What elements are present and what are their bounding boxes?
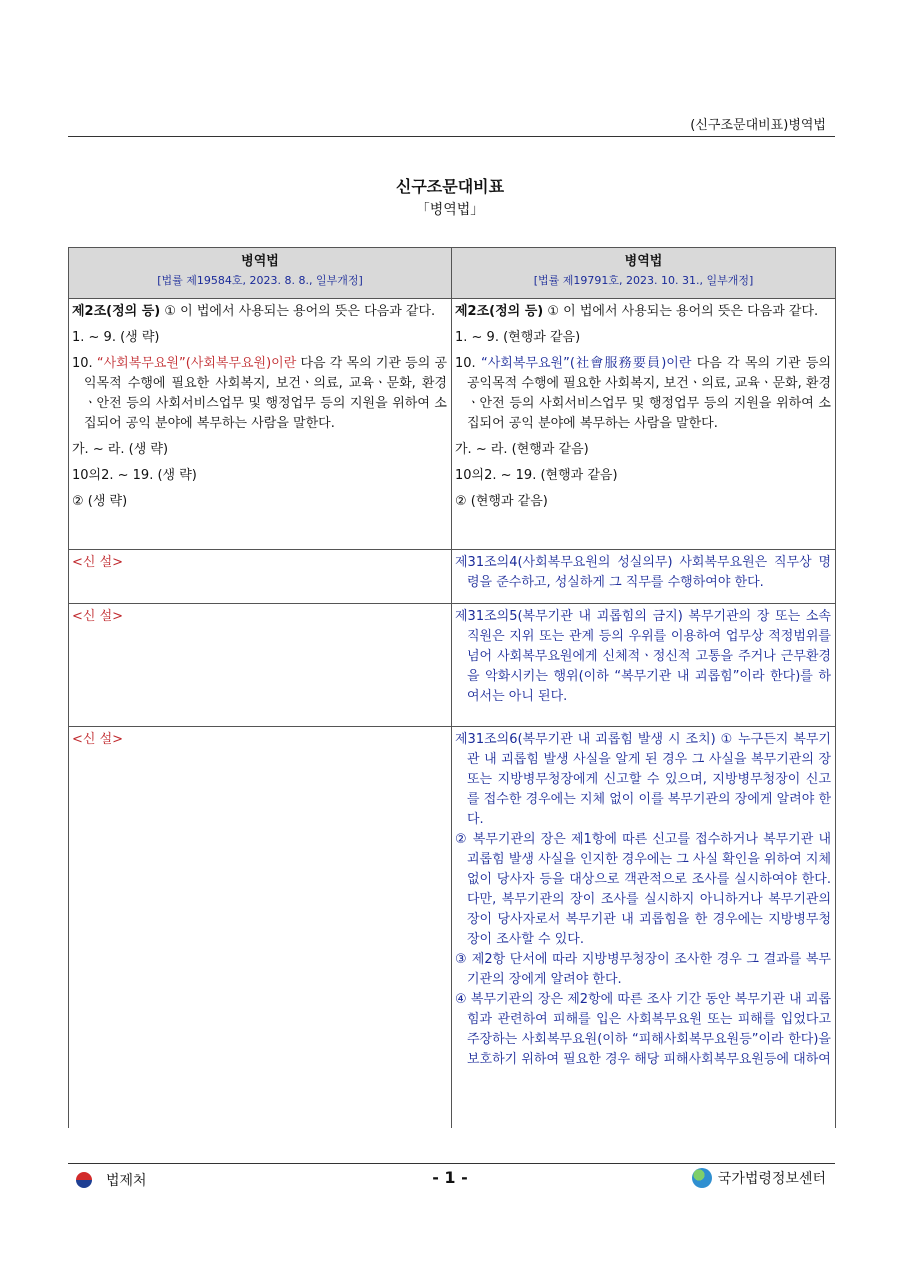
old-law-version: [법률 제19584호, 2023. 8. 8., 일부개정]: [157, 274, 363, 287]
new-article-31-4-cell: [452, 550, 836, 603]
page-number: - 1 -: [432, 1168, 468, 1187]
old-law-header: [69, 248, 452, 299]
new-article-31-6-para-3: ③ 제2항 단서에 따라 지방병무청장이 조사한 경우 그 결과를 복무기관의 장에게 알려야 한다.: [455, 951, 831, 987]
new-article-31-5: 제31조의5(복무기관 내 괴롭힘의 금지) 복무기관의 장 또는 소속 직원은 지위 또는 관계 등의 우위를 이용하여 업무상 적정범위를 넘어 사회복무요원에게 신체적ㆍ정신적 고통을 주거나 근무환경을 악화시키는 행위(이하 “복무기관 내 괴롭힘”이라 한다)를 하여서는 아니 된다.: [455, 608, 831, 704]
new-paragraph-2: ② (현행과 같음): [455, 494, 548, 509]
old-paragraph-2: ② (생 략): [72, 494, 128, 509]
old-law-name: 병역법: [241, 254, 279, 269]
old-new-article-3-cell: [69, 726, 452, 1128]
new-article-2: [455, 302, 831, 322]
footer-rule: [68, 1163, 835, 1164]
new-article-31-6-cell: [452, 726, 836, 1128]
table-row: [69, 299, 836, 550]
old-new-article-2-cell: [69, 603, 452, 726]
old-item-10: [72, 354, 447, 434]
old-article-2: [72, 302, 447, 322]
footer-center-name: 국가법령정보센터: [717, 1171, 826, 1187]
new-item-10-number: 10.: [455, 356, 481, 371]
old-item-10-text: 다음 각 목의 기관 등의 공익목적 수행에 필요한 사회복지, 보건ㆍ의료, 교육ㆍ문화, 환경ㆍ안전 등의 사회서비스업무 및 행정업무 등의 지원을 위하여 소집되어 공익 분야에 복무하는 사람을 말한다.: [84, 356, 448, 431]
new-article-31-5-cell: [452, 603, 836, 726]
comparison-table: [68, 247, 836, 1128]
table-row: [69, 726, 836, 1128]
new-subitems-ga-ra: 가. ~ 라. (현행과 같음): [455, 442, 589, 457]
old-article-2-heading: 제2조(정의 등): [72, 304, 161, 319]
new-article-31-6-para-1: 제31조의6(복무기관 내 괴롭힘 발생 시 조치) ① 누구든지 복무기관 내 괴롭힘 발생 사실을 알게 된 경우 그 사실을 복무기관의 장 또는 지방병무청장에게 신고할 수 있으며, 지방병무청장이 신고를 접수한 경우에는 지체 없이 이를 복무기관의 장에게 알려야 한다.: [455, 731, 831, 827]
newly-inserted-mark: <신 설>: [72, 555, 124, 571]
new-item-10-text: 다음 각 목의 기관 등의 공익목적 수행에 필요한 사회복지, 보건ㆍ의료, 교육ㆍ문화, 환경ㆍ안전 등의 사회서비스업무 및 행정업무 등의 지원을 위하여 소집되어 공익 분야에 복무하는 사람을 말한다.: [467, 356, 832, 431]
old-new-article-1-cell: [69, 550, 452, 603]
new-item-10: [455, 354, 831, 434]
new-article-2-text: ① 이 법에서 사용되는 용어의 뜻은 다음과 같다.: [543, 304, 819, 319]
old-item-10-number: 10.: [72, 356, 97, 371]
new-article-31-6-para-2: ② 복무기관의 장은 제1항에 따른 신고를 접수하거나 복무기관 내 괴롭힘 발생 사실을 인지한 경우에는 그 사실 확인을 위하여 지체 없이 당사자 등을 대상으로 객관적으로 조사를 실시하여야 한다. 다만, 복무기관의 장이 조사를 실시하지 아니하거나 복무기관의 장이 당사자로서 복무기관 내 괴롭힘을 한 경우에는 지방병무청장이 조사할 수 있다.: [455, 831, 831, 947]
table-header-row: [69, 248, 836, 299]
new-article-2-cell: [452, 299, 836, 550]
document-subtitle: 「병역법」: [415, 202, 485, 218]
new-article-31-6-para-4: ④ 복무기관의 장은 제2항에 따른 조사 기간 동안 복무기관 내 괴롭힘과 관련하여 피해를 입은 사회복무요원 또는 피해를 입었다고 주장하는 사회복무요원(이하 “피해사회복무요원등”이라 한다)을 보호하기 위하여 필요한 경우 해당 피해사회복무요원등에 대하여: [455, 991, 831, 1067]
new-article-31-4: 제31조의4(사회복무요원의 성실의무) 사회복무요원은 직무상 명령을 준수하고, 성실하게 그 직무를 수행하여야 한다.: [455, 555, 831, 591]
old-article-2-text: ① 이 법에서 사용되는 용어의 뜻은 다음과 같다.: [160, 304, 436, 319]
old-item-10-2-19: 10의2. ~ 19. (생 략): [72, 468, 197, 483]
old-item-1-9: 1. ~ 9. (생 략): [72, 330, 160, 345]
document-title: 신구조문대비표: [395, 177, 505, 196]
footer-agency: 법제처: [106, 1173, 147, 1189]
newly-inserted-mark: <신 설>: [72, 731, 124, 747]
new-item-10-term: “사회복무요원”(社會服務要員)이란: [481, 356, 692, 371]
globe-logo-icon: [692, 1168, 712, 1188]
running-title: (신구조문대비표)병역법: [690, 118, 826, 133]
new-law-name: 병역법: [624, 254, 663, 269]
new-item-1-9: 1. ~ 9. (현행과 같음): [455, 330, 581, 345]
old-article-2-cell: [69, 299, 452, 550]
new-item-10-2-19: 10의2. ~ 19. (현행과 같음): [455, 468, 618, 483]
footer-right: [692, 1168, 826, 1188]
new-article-2-heading: 제2조(정의 등): [455, 304, 544, 319]
table-row: [69, 550, 836, 603]
newly-inserted-mark: <신 설>: [72, 608, 124, 624]
old-item-10-term: “사회복무요원”(사회복무요원)이란: [96, 356, 297, 371]
old-subitems-ga-ra: 가. ~ 라. (생 략): [72, 442, 169, 457]
new-law-header: [452, 248, 836, 299]
header-rule: [68, 136, 835, 137]
new-law-version: [법률 제19791호, 2023. 10. 31., 일부개정]: [533, 274, 754, 287]
table-row: [69, 603, 836, 726]
